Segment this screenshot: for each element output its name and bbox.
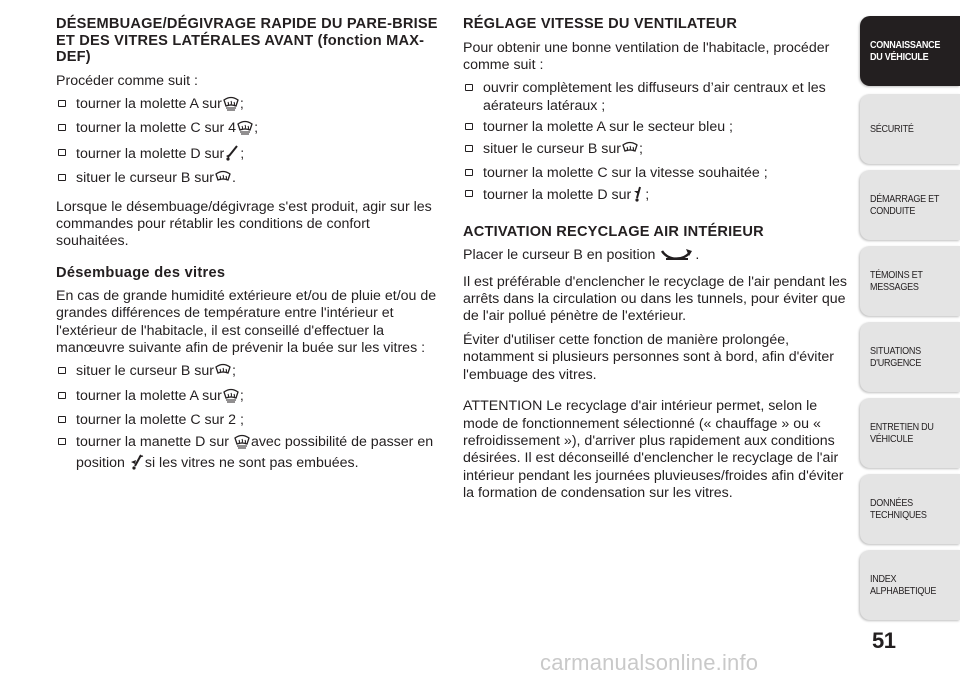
list-item bbox=[463, 165, 849, 182]
max-def-icon bbox=[234, 434, 250, 454]
step-suffix: . bbox=[231, 170, 236, 187]
recirculation-icon bbox=[660, 248, 694, 267]
bullet-icon bbox=[58, 392, 66, 399]
sidebar-tab[interactable] bbox=[860, 170, 960, 240]
recirc-warning: ATTENTION Le recyclage d'air intérieur permet, selon le mode de fonctionnement sélectionné (« chauffage » ou « refroidissement »), d'arriver plus rapidement aux conditions désirées. Il est déconseillé d'enclencher le recyclage de l'air intérieur pendant les journées pluvieuses/froides afin d'éviter la formation de condensation sur les vitres. bbox=[463, 398, 844, 502]
after-defrost-text: Lorsque le désembuage/dégivrage s'est produit, agir sur les commandes pour rétablir les conditions de confort souhaitées. bbox=[56, 198, 432, 250]
left-column bbox=[56, 16, 438, 483]
step-text: tourner la molette D sur bbox=[76, 145, 225, 162]
step-text: situer le curseur B sur bbox=[483, 140, 621, 157]
list-item bbox=[56, 363, 438, 383]
step-suffix: ; bbox=[231, 363, 236, 380]
list-item bbox=[56, 434, 438, 476]
sidebar-tab-label: DONNÉES TECHNIQUES bbox=[870, 497, 927, 521]
step-text: tourner la manette D sur bbox=[76, 433, 229, 450]
sidebar-tab[interactable] bbox=[860, 550, 960, 620]
feet-windshield-icon bbox=[130, 454, 144, 475]
outside-air-icon bbox=[215, 363, 231, 383]
sidebar-tab[interactable] bbox=[860, 398, 960, 468]
demist-intro-text: En cas de grande humidité extérieure et/ou de pluie et/ou de grandes différences de température entre l'intérieur et l'extérieur de l'habitacle, il est conseillé d'effectuer la manœuvre suivante afin de prévenir la buée sur les vitres : bbox=[56, 287, 437, 356]
face-air-icon bbox=[632, 186, 644, 207]
fan-steps-list bbox=[463, 80, 849, 207]
list-item bbox=[56, 412, 438, 429]
step-suffix: ; bbox=[638, 140, 643, 157]
outside-air-icon bbox=[215, 170, 231, 190]
sidebar-tab-label: CONNAISSANCE DU VÉHICULE bbox=[870, 39, 941, 63]
recirc-para-1: Il est préférable d'enclencher le recyclage de l'air pendant les arrêts dans la circulation ou dans les tunnels, pour éviter que de l'air pollué pénètre de l'extérieur. bbox=[463, 273, 847, 325]
bullet-icon bbox=[58, 174, 66, 181]
bullet-icon bbox=[58, 438, 66, 445]
step-text: tourner la molette D sur bbox=[483, 187, 632, 204]
outside-air-icon bbox=[622, 141, 638, 161]
step-text: tourner la molette A sur bbox=[76, 95, 222, 112]
bullet-icon bbox=[465, 190, 473, 197]
step-text-mid: avec possibilité de passer en position bbox=[76, 433, 434, 471]
sidebar-tab[interactable] bbox=[860, 16, 960, 86]
recirc-para-2: Éviter d'utiliser cette fonction de manière prolongée, notamment si plusieurs personnes sont à bord, afin d'éviter l'embuage des vitres. bbox=[463, 331, 834, 383]
demist-steps-list bbox=[56, 363, 438, 475]
list-item bbox=[56, 145, 438, 166]
section-heading-max-def: DÉSEMBUAGE/DÉGIVRAGE RAPIDE DU PARE-BRISE ET DES VITRES LATÉRALES AVANT (fonction MAX-DEF) bbox=[56, 16, 438, 65]
list-item bbox=[56, 96, 438, 116]
max-def-icon bbox=[237, 120, 253, 140]
bullet-icon bbox=[465, 145, 473, 152]
step-text: tourner la molette C sur 2 ; bbox=[76, 412, 244, 429]
chapter-sidebar bbox=[860, 0, 960, 678]
bullet-icon bbox=[58, 100, 66, 107]
list-item bbox=[56, 120, 438, 140]
sidebar-tab[interactable] bbox=[860, 246, 960, 316]
bullet-icon bbox=[58, 416, 66, 423]
step-suffix: ; bbox=[239, 95, 244, 112]
bullet-icon bbox=[465, 84, 473, 91]
step-suffix: ; bbox=[240, 145, 245, 162]
bullet-icon bbox=[465, 169, 473, 176]
sidebar-tab-label: SITUATIONS D'URGENCE bbox=[870, 345, 922, 369]
page-number: 51 bbox=[872, 628, 896, 653]
step-text: situer le curseur B sur bbox=[76, 170, 214, 187]
watermark: carmanualsonline.info bbox=[540, 650, 759, 675]
step-text-end: si les vitres ne sont pas embuées. bbox=[144, 455, 359, 471]
intro-text: Procéder comme suit : bbox=[56, 72, 198, 89]
step-text: tourner la molette A sur le secteur bleu ; bbox=[483, 119, 733, 136]
step-text: tourner la molette C sur la vitesse souhaitée ; bbox=[483, 164, 768, 181]
sidebar-tab[interactable] bbox=[860, 474, 960, 544]
sidebar-tab-label: SÉCURITÉ bbox=[870, 123, 914, 135]
bullet-icon bbox=[58, 149, 66, 156]
step-text: ouvrir complètement les diffuseurs d’air centraux et les aérateurs latéraux ; bbox=[483, 80, 826, 114]
list-item bbox=[463, 141, 849, 161]
sidebar-tab[interactable] bbox=[860, 322, 960, 392]
subsection-heading-demist: Désembuage des vitres bbox=[56, 264, 226, 281]
step-text: tourner la molette A sur bbox=[76, 387, 222, 404]
step-suffix: ; bbox=[645, 187, 650, 204]
max-def-icon bbox=[223, 96, 239, 116]
sidebar-tab-label: DÉMARRAGE ET CONDUITE bbox=[870, 193, 940, 217]
bullet-icon bbox=[58, 124, 66, 131]
list-item bbox=[463, 119, 849, 136]
section-heading-recirculation: ACTIVATION RECYCLAGE AIR INTÉRIEUR bbox=[463, 223, 764, 240]
fan-intro-text: Pour obtenir une bonne ventilation de l'habitacle, procéder comme suit : bbox=[463, 39, 830, 73]
step-text: situer le curseur B sur bbox=[76, 363, 214, 380]
section-heading-fan-speed: RÉGLAGE VITESSE DU VENTILATEUR bbox=[463, 16, 738, 32]
bullet-icon bbox=[58, 367, 66, 374]
bullet-icon bbox=[465, 123, 473, 130]
step-text: tourner la molette C sur 4 bbox=[76, 120, 237, 137]
sidebar-tab-label: TÉMOINS ET MESSAGES bbox=[870, 269, 923, 293]
sidebar-tab[interactable] bbox=[860, 94, 960, 164]
step-suffix: ; bbox=[239, 387, 244, 404]
list-item bbox=[56, 170, 438, 190]
recirc-pre-text: Placer le curseur B en position bbox=[463, 247, 656, 264]
list-item bbox=[463, 80, 849, 115]
step-suffix: ; bbox=[254, 120, 259, 137]
list-item bbox=[463, 186, 849, 207]
max-def-steps-list bbox=[56, 96, 438, 191]
list-item bbox=[56, 388, 438, 408]
recirc-position-text bbox=[463, 247, 849, 267]
windshield-air-icon bbox=[225, 145, 239, 166]
max-def-icon bbox=[223, 388, 239, 408]
right-column bbox=[463, 16, 849, 509]
sidebar-tab-label: ENTRETIEN DU VÉHICULE bbox=[870, 421, 934, 445]
recirc-post-text: . bbox=[695, 247, 700, 264]
sidebar-tab-label: INDEX ALPHABETIQUE bbox=[870, 573, 937, 597]
